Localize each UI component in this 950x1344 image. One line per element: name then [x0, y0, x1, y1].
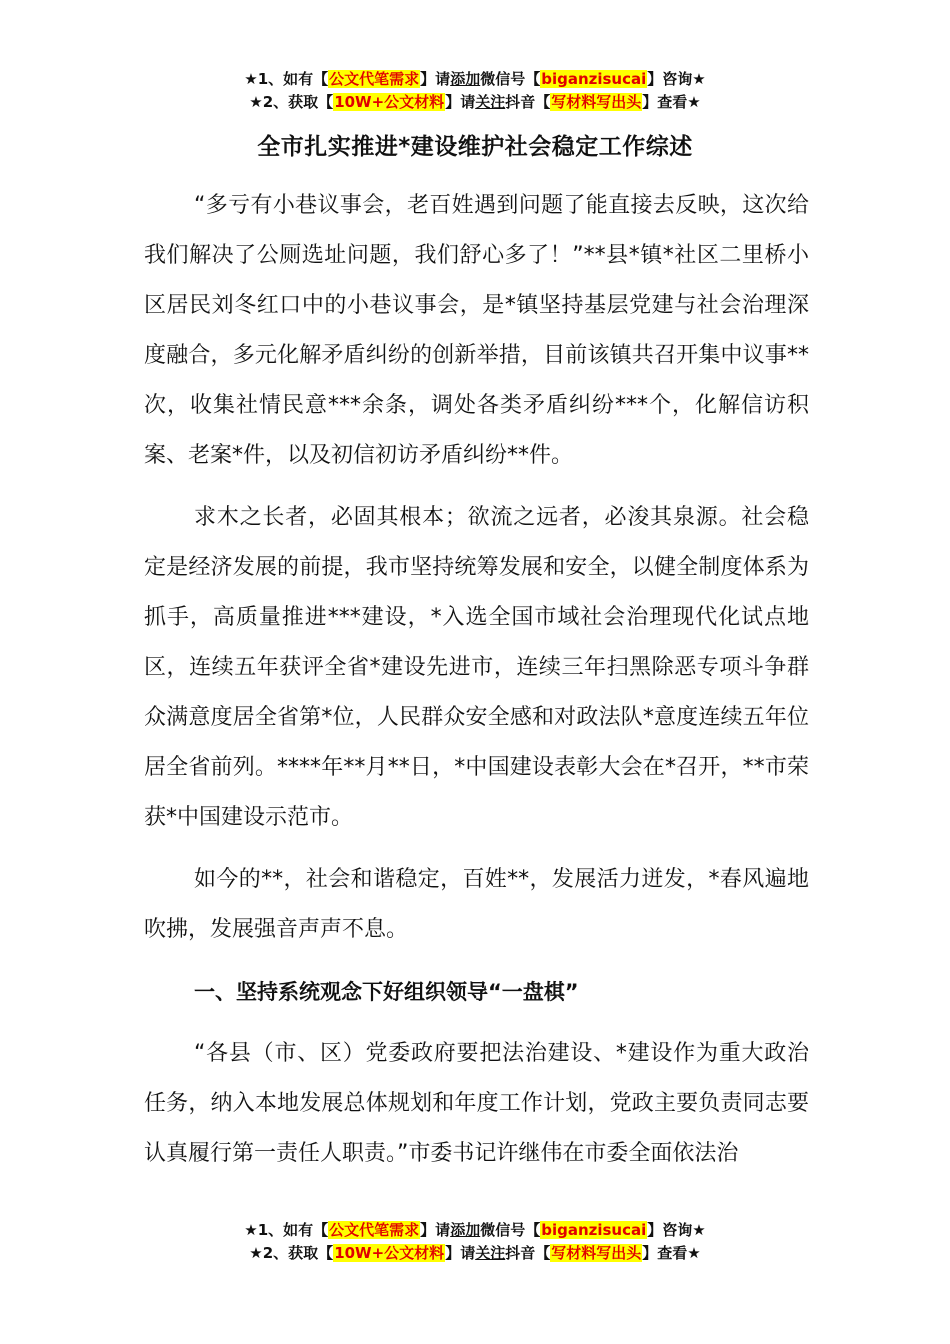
promo-line-1 — [0, 1219, 950, 1242]
body-paragraph-2: 求木之长者，必固其根本；欲流之远者，必浚其泉源。社会稳定是经济发展的前提，我市坚持统筹发展和安全，以健全制度体系为抓手，高质量推进***建设，*入选全国市域社会治理现代化试点地区，连续五年获评全省*建设先进市，连续三年扫黑除恶专项斗争群众满意度居全省第*位，人民群众安全感和对政法队*意度连续五年位居全省前列。****年**月**日，*中国建设表彰大会在*召开，**市荣获*中国建设示范市。 — [144, 505, 809, 830]
promo-text: 抖音【 — [505, 1244, 551, 1262]
promo-text: 微信号【 — [480, 70, 541, 88]
bottom-promo-banner — [0, 1219, 950, 1265]
promo-text: 】请 — [445, 93, 476, 111]
promo-underlined: 关注 — [475, 1244, 506, 1262]
promo-underlined: 添加 — [450, 1221, 481, 1239]
promo-text: 】咨询★ — [647, 1221, 706, 1239]
top-promo-banner — [0, 68, 950, 114]
promo-text: 】查看★ — [642, 93, 701, 111]
promo-text: 抖音【 — [505, 93, 551, 111]
section-heading-1: 一、坚持系统观念下好组织领导“一盘棋” — [194, 980, 579, 1004]
promo-highlight: 10W+公文材料 — [334, 1244, 445, 1262]
promo-highlight: 公文代笔需求 — [329, 1221, 420, 1239]
promo-text: 】请 — [420, 1221, 451, 1239]
promo-text: 微信号【 — [480, 1221, 541, 1239]
promo-highlight: 10W+公文材料 — [334, 93, 445, 111]
body-paragraph-1: “多亏有小巷议事会，老百姓遇到问题了能直接去反映，这次给我们解决了公厕选址问题，我们舒心多了！”**县*镇*社区二里桥小区居民刘冬红口中的小巷议事会，是*镇坚持基层党建与社会治理深度融合，多元化解矛盾纠纷的创新举措，目前该镇共召开集中议事**次，收集社情民意***余条，调处各类矛盾纠纷***个，化解信访积案、老案*件，以及初信初访矛盾纠纷**件。 — [144, 193, 809, 468]
promo-highlight: 写材料写出头 — [551, 93, 642, 111]
promo-line-2 — [0, 91, 950, 114]
promo-text: ★2、获取【 — [249, 1244, 334, 1262]
document-body — [144, 181, 809, 1191]
promo-text: 】请 — [445, 1244, 476, 1262]
promo-text: 】请 — [420, 70, 451, 88]
body-paragraph-4: “各县（市、区）党委政府要把法治建设、*建设作为重大政治任务，纳入本地发展总体规划和年度工作计划，党政主要负责同志要认真履行第一责任人职责。”市委书记许继伟在市委全面依法治 — [144, 1041, 809, 1166]
body-paragraph-3: 如今的**，社会和谐稳定，百姓**，发展活力迸发，*春风遍地吹拂，发展强音声声不息。 — [144, 867, 809, 942]
promo-highlight: 写材料写出头 — [551, 1244, 642, 1262]
promo-underlined: 添加 — [450, 70, 481, 88]
promo-highlight: biganzisucai — [541, 1221, 647, 1239]
promo-text: 】查看★ — [642, 1244, 701, 1262]
promo-highlight: biganzisucai — [541, 70, 647, 88]
promo-highlight: 公文代笔需求 — [329, 70, 420, 88]
promo-text: ★2、获取【 — [249, 93, 334, 111]
promo-underlined: 关注 — [475, 93, 506, 111]
promo-line-1 — [0, 68, 950, 91]
promo-text: ★1、如有【 — [244, 70, 329, 88]
promo-text: ★1、如有【 — [244, 1221, 329, 1239]
promo-line-2 — [0, 1242, 950, 1265]
promo-text: 】咨询★ — [647, 70, 706, 88]
document-title: 全市扎实推进*建设维护社会稳定工作综述 — [257, 134, 693, 160]
